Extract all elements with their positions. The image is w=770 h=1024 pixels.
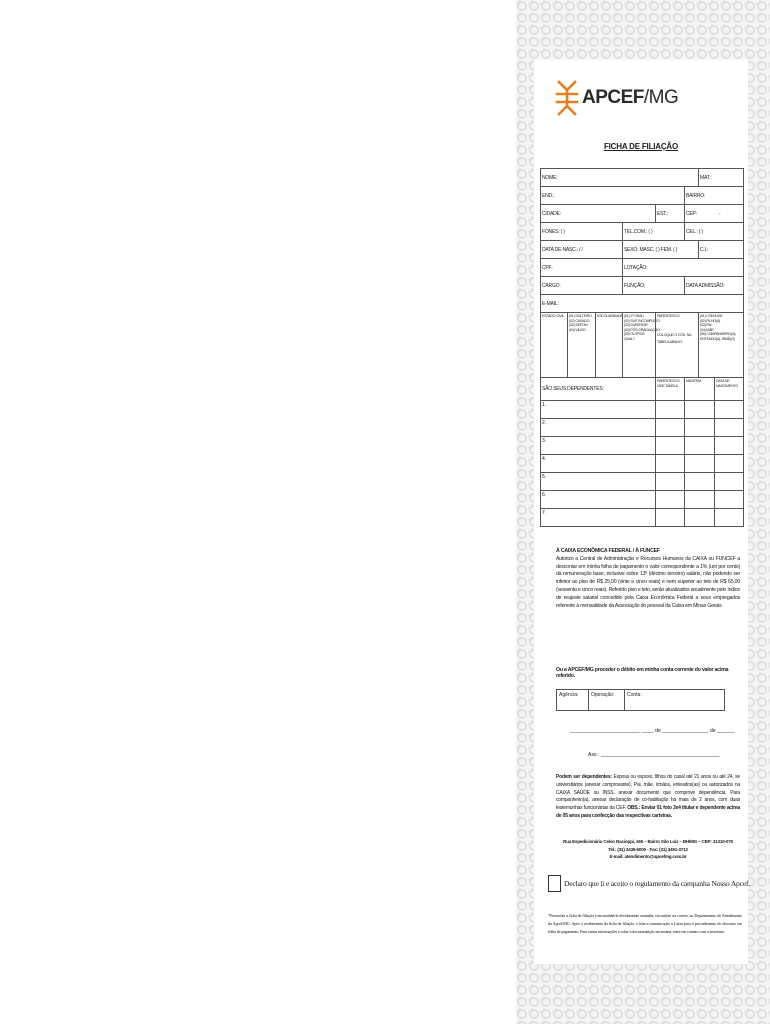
- authorization-body: Autorizo a Central de Administração e Recursos Humanos da CAIXA ou FUNCEF a descontar em minha folha de pagamento o valor correspondente a 1% (um por cento) da remuneração base, inclusive sobre 13º (décimo terceiro) salário, não podendo ser inferior ao piso de R$ 25,00 (vinte e cinco reais) e nem superior ao teto de R$ 65,00 (sessenta e cinco reais). Referido piso e teto, serão atualizados anualmente pelo índice de reajuste salarial concedido pela Caixa Econômica Federal a seus empregados referente à mensalidade da Associação do pessoal da Caixa em Minas Gerais.: [556, 555, 740, 609]
- debit-text: Ou a APCEF/MG proceder o débito em minha conta corrente do valor acima referido.: [556, 667, 729, 679]
- cpf-field[interactable]: CPF:: [541, 259, 623, 277]
- dependent-parentesco-cell[interactable]: [656, 509, 685, 527]
- cargo-field[interactable]: CARGO:: [541, 277, 623, 295]
- dependent-parentesco-cell[interactable]: [656, 437, 685, 455]
- estado-civil-option[interactable]: (02) CASADO: [569, 318, 590, 323]
- form-title: FICHA DE FILIAÇÃO: [603, 142, 679, 151]
- dependent-parentesco-cell[interactable]: [656, 491, 685, 509]
- dependent-parentesco-cell[interactable]: [656, 455, 685, 473]
- dependent-birth-cell[interactable]: [715, 473, 744, 491]
- dependent-birth-cell[interactable]: [715, 509, 744, 527]
- data-admissao-field[interactable]: DATA ADMISSÃO:: [685, 277, 744, 295]
- dependent-row[interactable]: 7.: [541, 509, 656, 527]
- estado-civil-label: ESTADO CIVIL: [541, 313, 568, 378]
- escolaridade-option[interactable]: (04) PÓS GRADUAÇÃO: [624, 327, 660, 332]
- escolaridade-option[interactable]: (02) SUP. INCOMPLETO: [624, 318, 661, 323]
- footnote: *Preencher a ficha de filiação e encaminhá-la devidamente assinada, via malote ou correio, ao Departamento de Atendimento da Apcef/MG. Após o recebimento da ficha de filiação, é feita a comunicação à Caixa para o procedimento do desconto em folha de pagamento. Para outras informações e sobre a documentação necessária, entre em contato com a secretaria.: [548, 913, 742, 935]
- dependent-sex-cell[interactable]: [685, 401, 715, 419]
- parentesco-label: PARENTESCO: [657, 314, 680, 318]
- dependent-row[interactable]: 2.: [541, 419, 656, 437]
- parentesco-option: (01) CÔNJUGE: [700, 314, 723, 318]
- dependents-nasc-header: DATA DE NASCIMENTO: [715, 378, 744, 401]
- email-field[interactable]: E-MAIL:: [541, 295, 744, 313]
- declaration: [548, 875, 750, 892]
- estado-civil-option[interactable]: (01) SOLTEIRO: [569, 314, 592, 318]
- dependent-sex-cell[interactable]: [685, 491, 715, 509]
- dependent-birth-cell[interactable]: [715, 455, 744, 473]
- dependent-row[interactable]: 6.: [541, 491, 656, 509]
- escolaridade-option[interactable]: QUAL?: [624, 336, 635, 341]
- parentesco-label-cell: [656, 313, 699, 378]
- estado-civil-option[interactable]: (03) SEPOM: [569, 323, 588, 328]
- mat-field[interactable]: MAT.:: [699, 169, 744, 187]
- dependents-info-obs: OBS.: Enviar 01 foto 3x4 titular e dependente acima de 05 anos para confecção das respectivas carteiras.: [556, 805, 740, 819]
- dependents-header: SÃO SEUS DEPENDENTES:: [541, 378, 656, 401]
- dependent-birth-cell[interactable]: [715, 437, 744, 455]
- agencia-field[interactable]: Agência:: [557, 690, 589, 711]
- apcef-logo-icon: [556, 78, 580, 118]
- sexo-field[interactable]: SEXO: MASC. ( ) FEM. ( ): [623, 241, 699, 259]
- dependent-parentesco-cell[interactable]: [656, 419, 685, 437]
- conta-field[interactable]: Conta:: [625, 690, 725, 711]
- membership-form-table: [540, 168, 744, 527]
- parentesco-option: (03) PAI: [700, 323, 712, 328]
- fones-field[interactable]: FONES: ( ): [541, 223, 623, 241]
- cep-field[interactable]: [685, 205, 744, 223]
- estado-civil-option[interactable]: (04) VIÚVO: [569, 327, 586, 332]
- bairro-field[interactable]: BAIRRO:: [685, 187, 744, 205]
- dependent-row[interactable]: 3.: [541, 437, 656, 455]
- estado-civil-options[interactable]: [568, 313, 596, 378]
- data-nasc-field[interactable]: DATA DE NASC.: / /: [541, 241, 623, 259]
- authorization-text: [556, 548, 740, 610]
- bank-account-table: [556, 689, 725, 711]
- brand-name: APCEF/MG: [582, 87, 679, 108]
- dependent-sex-cell[interactable]: [685, 455, 715, 473]
- declaration-text: Declaro que li e aceito o regulamento da campanha Nosso Apcef.: [564, 879, 751, 888]
- operacao-field[interactable]: Operação:: [589, 690, 625, 711]
- dependent-sex-cell[interactable]: [685, 473, 715, 491]
- dependents-info-label: Podem ser dependentes:: [556, 774, 612, 780]
- dependent-row[interactable]: 4.: [541, 455, 656, 473]
- dependent-parentesco-cell[interactable]: [656, 401, 685, 419]
- funcao-field[interactable]: FUNÇÃO:: [623, 277, 685, 295]
- dependent-sex-cell[interactable]: [685, 509, 715, 527]
- parentesco-option: (05) COMPANHEIRO(A),: [700, 332, 737, 337]
- dependents-info-body: Esposa ou esposo, filhos do casal até 21 anos ou até 24, se universitários (anexar comprovante), Pai, mãe, irmãos, enteados(as) ou autorizados na CAIXA SAÚDE ou INSS, anexar documento que comprove dependência. Para companheiro(a), anexar declaração de co-habitação há mais de 2 anos, com duas testemunhas funcionárias da CEF.: [556, 774, 741, 812]
- dependents-masfem-header: MAS/FEM: [685, 378, 715, 401]
- parentesco-option: ENTEADO(A), IRMÃ(O): [700, 336, 735, 341]
- signature-line[interactable]: Ass.: _________________________________________: [588, 752, 720, 758]
- dependent-row[interactable]: 1.: [541, 401, 656, 419]
- parentesco-options: [699, 313, 744, 378]
- parentesco-option: (04) MÃE: [700, 327, 714, 332]
- parentesco-option: (02) FILHO(A): [700, 318, 721, 323]
- escolaridade-options[interactable]: [623, 313, 661, 378]
- dependent-row[interactable]: 5.: [541, 473, 656, 491]
- date-line[interactable]: ________________________, ____ de ________________ de ______: [570, 728, 735, 734]
- email-line: E-mail: atendimento@apcefmg.com.br: [609, 854, 687, 860]
- phone-line: Tel.: (31) 3439-5000 - Fax: (31) 3491-3712: [608, 846, 688, 852]
- address-block: [556, 838, 740, 861]
- cidade-field[interactable]: CIDADE:: [541, 205, 656, 223]
- cep-dash: -: [718, 210, 721, 217]
- address-line: Rua Espedicionário Celso Racioppi, 165 – Bairro São Luiz – BH/MG – CEP: 31310-070: [563, 839, 733, 844]
- escolaridade-option[interactable]: (05) OUTROS: [624, 332, 645, 337]
- dependent-birth-cell[interactable]: [715, 401, 744, 419]
- est-field[interactable]: EST.:: [656, 205, 685, 223]
- dependent-parentesco-cell[interactable]: [656, 473, 685, 491]
- nome-field[interactable]: NOME:: [541, 169, 699, 187]
- apcef-logo: [556, 76, 678, 120]
- escolaridade-option[interactable]: (03) SUPERIOR: [624, 323, 648, 328]
- lotacao-field[interactable]: LOTAÇÃO:: [623, 259, 744, 277]
- dependent-sex-cell[interactable]: [685, 437, 715, 455]
- cel-field[interactable]: CEL.: ( ): [685, 223, 744, 241]
- dependent-sex-cell[interactable]: [685, 419, 715, 437]
- dependents-parentesco-header: PARENTESCO VIDE TABELA: [656, 378, 685, 401]
- end-field[interactable]: END.:: [541, 187, 685, 205]
- escolaridade-option[interactable]: (01) 2º GRAU: [624, 314, 644, 318]
- dependents-info: [556, 774, 740, 821]
- declaration-checkbox[interactable]: [548, 875, 561, 892]
- dependent-birth-cell[interactable]: [715, 419, 744, 437]
- cep-label: CEP:: [686, 210, 697, 217]
- parentesco-note: TABELA ABAIXO.: [657, 340, 683, 345]
- parentesco-note: COLOQUE O CÓD. NA: [657, 332, 692, 337]
- escolaridade-label: ESCOLARIDADE: [596, 313, 623, 378]
- tel-com-field[interactable]: TEL.COM.: ( ): [623, 223, 685, 241]
- dependent-birth-cell[interactable]: [715, 491, 744, 509]
- authorization-heading: À CAIXA ECONÔMICA FEDERAL / À FUNCEF: [556, 548, 660, 554]
- ci-field[interactable]: C.I.:: [699, 241, 744, 259]
